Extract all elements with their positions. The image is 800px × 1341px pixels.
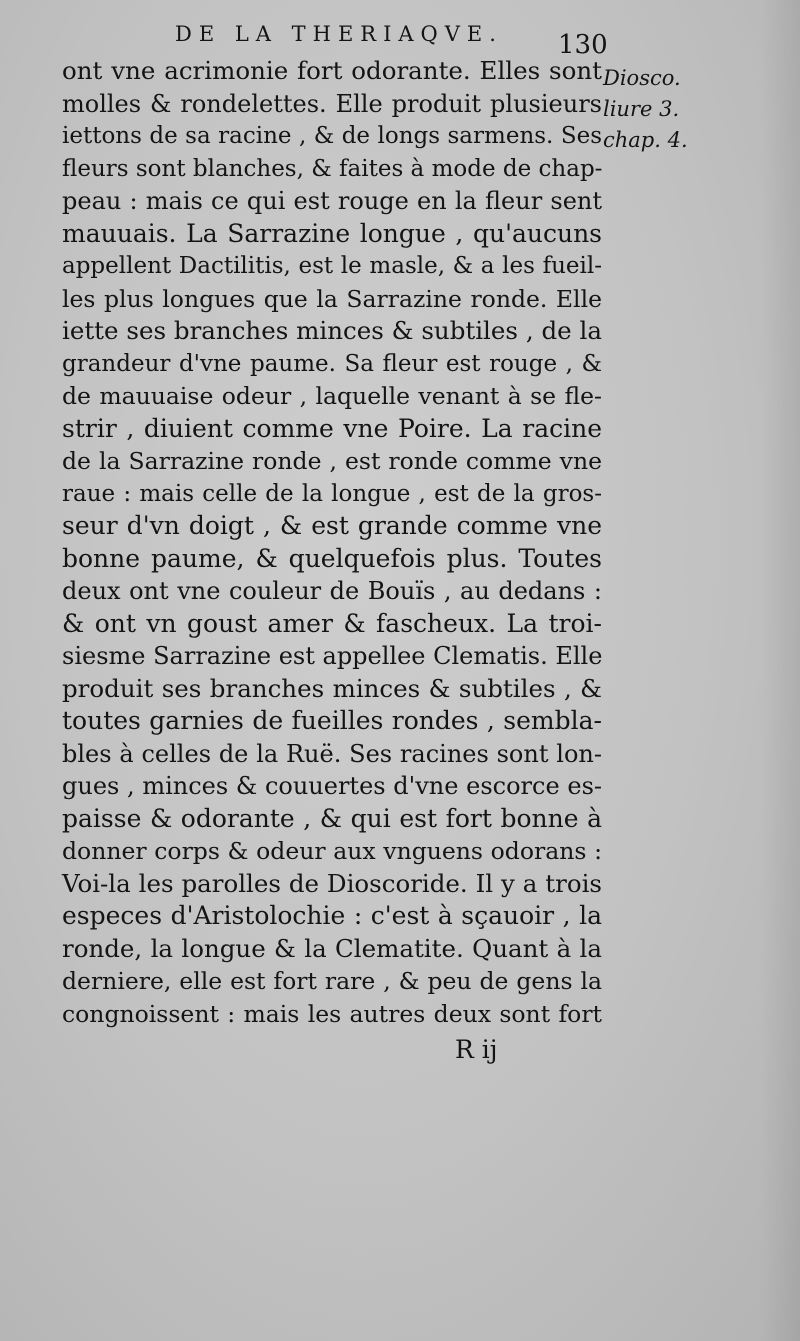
margin-note [603,63,713,156]
text-line: siesme Sarrazine est appellee Clematis. Elle [62,642,603,670]
text-line: deux ont vne couleur de Bouïs , au dedans : [62,577,602,605]
text-line: bles à celles de la Ruë. Ses racines sont lon- [62,739,602,768]
text-line: toutes garnies de fueilles rondes , sembla- [62,706,602,735]
text-line: produit ses branches minces & subtiles , & [62,673,602,703]
text-line: strir , diuient comme vne Poire. La racine [62,413,602,443]
text-line: raue : mais celle de la longue , est de la gros- [62,480,602,507]
text-line: derniere, elle est fort rare , & peu de gens la [62,967,602,995]
text-line: fleurs sont blanches, & faites à mode de chap- [62,155,603,182]
text-line: ont vne acrimonie fort odorante. Elles sont [62,56,602,85]
text-line: appellent Dactilitis, est le masle, & a les fueil- [62,253,602,279]
page-edge-shadow [760,0,800,1341]
text-line: de mauuaise odeur , laquelle venant à se fle- [62,382,602,410]
text-line: donner corps & odeur aux vnguens odorans : [62,837,602,865]
text-line: iettons de sa racine , & de longs sarmens. Ses [62,123,602,149]
text-line: paisse & odorante , & qui est fort bonne à [62,803,602,833]
running-title: DE LA THERIAQVE. [175,22,503,46]
text-line: peau : mais ce qui est rouge en la fleur sent [62,187,602,215]
margin-note-line: liure 3. [603,97,680,121]
text-line: congnoissent : mais les autres deux sont fort [62,999,602,1028]
text-line: ronde, la longue & la Clematite. Quant à la [62,933,602,963]
text-line: grandeur d'vne paume. Sa fleur est rouge , & [62,350,602,377]
text-line: iette ses branches minces & subtiles , de la [62,316,602,345]
margin-note-line: chap. 4. [603,128,688,152]
text-line: molles & rondelettes. Elle produit plusieurs [62,89,602,118]
text-line: mauuais. La Sarrazine longue , qu'aucuns [62,218,602,248]
text-line: bonne paume, & quelquefois plus. Toutes [62,543,602,573]
text-line: gues , minces & couuertes d'vne escorce es- [62,772,602,800]
body-text [62,55,602,1030]
margin-note-line: Diosco. [603,66,681,90]
text-line: de la Sarrazine ronde , est ronde comme vne [62,447,602,475]
text-line: especes d'Aristolochie : c'est à sçauoir , la [62,901,602,930]
text-line: seur d'vn doigt , & est grande comme vne [62,511,602,540]
text-line: les plus longues que la Sarrazine ronde. Elle [62,284,602,313]
signature-mark: R ij [455,1035,498,1064]
text-line: & ont vn goust amer & fascheux. La troi- [62,608,602,638]
text-line: Voi-la les parolles de Dioscoride. Il y a trois [62,868,602,898]
page-number: 130 [558,30,608,60]
